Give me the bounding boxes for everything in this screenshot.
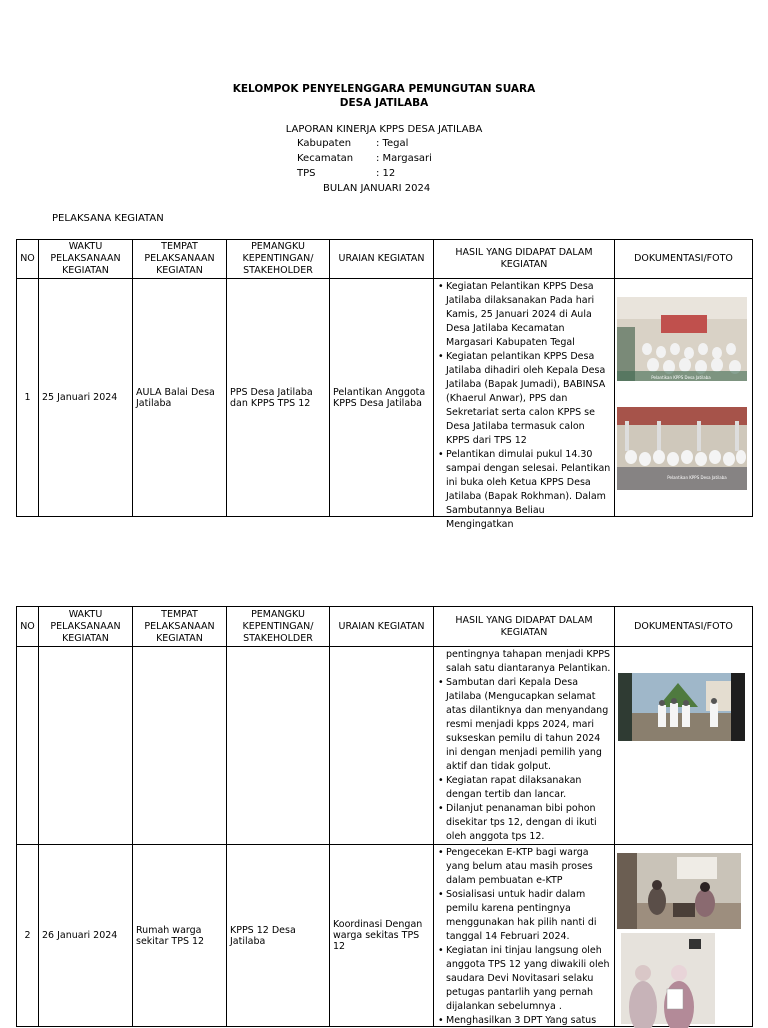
hasil-list: [437, 846, 611, 1028]
hasil-item: • Sambutan dari Kepala Desa Jatilaba (Mengucapkan selamat atas dilantiknya dan menyandang resmi menjadi kpps 2024, mari sukseskan pemilu di tahun 2024 ini dengan menjadi pemilih yang aktif dan tidak golput.: [446, 676, 611, 774]
header-tempat: TEMPAT PELAKSANAAN KEGIATAN: [133, 240, 227, 279]
header-hasil: HASIL YANG DIDAPAT DALAM KEGIATAN: [434, 607, 615, 647]
header-uraian: URAIAN KEGIATAN: [330, 607, 434, 647]
row-tempat: AULA Balai Desa Jatilaba: [133, 279, 227, 517]
kecamatan-value: : Margasari: [376, 153, 432, 164]
row-dokumentasi: [615, 647, 753, 845]
row-hasil: [434, 279, 615, 530]
row-uraian: Koordinasi Dengan warga sekitas TPS 12: [330, 845, 434, 1027]
photo-caption: Pelantikan KPPS Desa Jatilaba: [667, 475, 727, 480]
koordinasi-warga-photo-2: [621, 933, 715, 1024]
row-no: 2: [17, 845, 39, 1027]
header-hasil: HASIL YANG DIDAPAT DALAM KEGIATAN: [434, 240, 615, 279]
header-dokumentasi: DOKUMENTASI/FOTO: [615, 607, 753, 647]
kabupaten-label: Kabupaten: [297, 138, 352, 149]
table-header-row: [17, 607, 753, 647]
row-dokumentasi: [615, 845, 753, 1027]
pelantikan-photo-1: [617, 297, 747, 381]
row-waktu: 25 Januari 2024: [39, 279, 133, 517]
row-pemangku: KPPS 12 Desa Jatilaba: [227, 845, 330, 1027]
row-tempat: Rumah warga sekitar TPS 12: [133, 845, 227, 1027]
header-pemangku: PEMANGKU KEPENTINGAN/ STAKEHOLDER: [227, 240, 330, 279]
table-header-row: [17, 240, 753, 279]
row-pemangku: PPS Desa Jatilaba dan KPPS TPS 12: [227, 279, 330, 517]
header-no: NO: [17, 607, 39, 647]
table-row: [17, 647, 753, 845]
hasil-item: • Kegiatan rapat dilaksanakan dengan tertib dan lancar.: [446, 774, 611, 802]
hasil-item: • Kegiatan pelantikan KPPS Desa Jatilaba dihadiri oleh Kepala Desa Jatilaba (Bapak Jumadi), BABINSA (Khaerul Anwar), PPS dan Sekretariat serta calon KPPS se Desa Jatilaba termasuk calon KPPS dari TPS 12: [446, 350, 611, 448]
hasil-list: [437, 676, 611, 844]
penanaman-pohon-photo: [618, 673, 745, 741]
report-title: LAPORAN KINERJA KPPS DESA JATILABA: [285, 124, 483, 135]
hasil-item: • Pengecekan E-KTP bagi warga yang belum atau masih proses dalam pembuatan e-KTP: [446, 846, 611, 888]
header-uraian: URAIAN KEGIATAN: [330, 240, 434, 279]
row-waktu: 26 Januari 2024: [39, 845, 133, 1027]
kabupaten-value: : Tegal: [376, 138, 409, 149]
table-row: [17, 845, 753, 1027]
header-pemangku: PEMANGKU KEPENTINGAN/ STAKEHOLDER: [227, 607, 330, 647]
header-no: NO: [17, 240, 39, 279]
hasil-item: • Pelantikan dimulai pukul 14.30 sampai dengan selesai. Pelantikan ini buka oleh Ketua KPPS Desa Jatilaba (Bapak Rokhman). Dalam Sambutannya Beliau Mengingatkan: [446, 448, 611, 532]
hasil-item: • Kegiatan Pelantikan KPPS Desa Jatilaba dilaksanakan Pada hari Kamis, 25 Januari 2024 di Aula Desa Jatilaba Kecamatan Margasari Kabupaten Tegal: [446, 280, 611, 350]
table-row: [17, 279, 753, 517]
doc-title-line2: DESA JATILABA: [339, 97, 429, 109]
doc-title-line1: KELOMPOK PENYELENGGARA PEMUNGUTAN SUARA: [232, 83, 536, 95]
photo-caption: Pelantikan KPPS Desa Jatilaba: [651, 375, 711, 380]
header-tempat: TEMPAT PELAKSANAAN KEGIATAN: [133, 607, 227, 647]
koordinasi-warga-photo-1: [617, 853, 741, 929]
header-waktu: WAKTU PELAKSANAAN KEGIATAN: [39, 607, 133, 647]
bulan-label: BULAN JANUARI 2024: [323, 183, 431, 194]
row-uraian: Pelantikan Anggota KPPS Desa Jatilaba: [330, 279, 434, 517]
row-hasil: [434, 647, 615, 845]
activity-table-page2: [16, 606, 753, 1027]
pelantikan-photo-2: [617, 407, 747, 490]
hasil-item: • Kegiatan ini tinjau langsung oleh anggota TPS 12 yang diwakili oleh saudara Devi Novitasari selaku petugas pantarlih yang pernah dijalankan sebelumnya .: [446, 944, 611, 1014]
hasil-continuation: pentingnya tahapan menjadi KPPS salah satu diantaranya Pelantikan.: [446, 649, 611, 674]
section-label: PELAKSANA KEGIATAN: [52, 213, 164, 224]
hasil-item: • Dilanjut penanaman bibi pohon disekitar tps 12, dengan di ikuti oleh anggota tps 12.: [446, 802, 611, 844]
tps-value: : 12: [376, 168, 396, 179]
hasil-item: • Menghasilkan 3 DPT Yang satus: [446, 1014, 611, 1028]
header-dokumentasi: DOKUMENTASI/FOTO: [615, 240, 753, 279]
hasil-item: • Sosialisasi untuk hadir dalam pemilu karena pentingnya menggunakan hak pilih nanti di tanggal 14 Februari 2024.: [446, 888, 611, 944]
row-dokumentasi: [615, 279, 753, 517]
hasil-list: [437, 280, 611, 532]
row-no: 1: [17, 279, 39, 517]
kecamatan-label: Kecamatan: [297, 153, 354, 164]
tps-label: TPS: [297, 168, 316, 179]
activity-table-page1: [16, 239, 753, 530]
row-hasil: [434, 845, 615, 1027]
header-waktu: WAKTU PELAKSANAAN KEGIATAN: [39, 240, 133, 279]
